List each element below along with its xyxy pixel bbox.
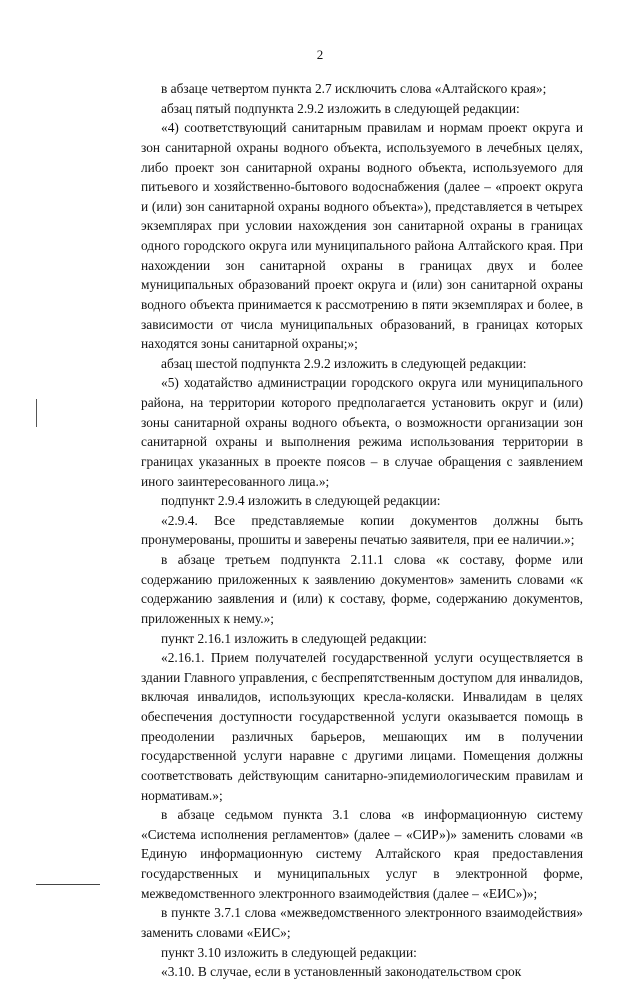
paragraph: «2.9.4. Все представляемые копии документов должны быть пронумерованы, прошиты и заверены печатью заявителя, при ее наличии.»; <box>141 512 583 548</box>
paragraph: в абзаце третьем подпункта 2.11.1 слова «к составу, форме или содержанию приложенных к заявлению документов» заменить словами «к содержанию заявления и (или) к составу, форме, содержанию документов, приложенных к нему.»; <box>141 552 583 626</box>
paragraph: подпункт 2.9.4 изложить в следующей редакции: <box>161 493 441 509</box>
paragraph: пункт 3.10 изложить в следующей редакции: <box>161 944 417 960</box>
page-number: 2 <box>316 47 324 62</box>
document-body <box>141 79 583 982</box>
paragraph: «5) ходатайство администрации городского округа или муниципального района, на территории которого предполагается установить округ и (или) зоны санитарной охраны водного объекта, о возможности организации зон санитарной охраны и выполнения режима использования территории в границах указанных в проекте поясов – в случае обращения с заявлением иного заинтересованного лица.»; <box>141 375 583 489</box>
paragraph: «2.16.1. Прием получателей государственной услуги осуществляется в здании Главного управления, с беспрепятственным доступом для инвалидов, включая инвалидов, использующих кресла-коляски. Инвалидам в целях обеспечения доступности государственной услуги оказывается помощь в преодолении различных барьеров, мешающих им в получении государственной услуги наравне с другими лицами. Помещения должны соответствовать действующим санитарно-эпидемиологическим правилам и нормативам.»; <box>141 650 583 803</box>
paragraph: «4) соответствующий санитарным правилам и нормам проект округа и зон санитарной охраны водного объекта, используемого в лечебных целях, либо проект зон санитарной охраны водного объекта, используемого для питьевого и хозяйственно-бытового водоснабжения (далее – «проект округа и (или) зон санитарной охраны водного объекта»), представляется в четырех экземплярах при условии нахождения зон санитарной охраны в границах одного городского округа или муниципального района Алтайского края. При нахождении зон санитарной охраны в границах двух и более муниципальных образований проект округа и (или) зон санитарной охраны водного объекта принимается к рассмотрению в пяти экземплярах и более, в зависимости от числа муниципальных образований, в границах которых находятся зоны санитарной охраны;»; <box>141 120 583 352</box>
footer-rule <box>36 884 100 885</box>
paragraph: абзац пятый подпункта 2.9.2 изложить в следующей редакции: <box>161 100 520 116</box>
paragraph: «3.10. В случае, если в установленный законодательством срок <box>161 964 522 980</box>
paragraph: в абзаце четвертом пункта 2.7 исключить слова «Алтайского края»; <box>161 81 547 96</box>
paragraph: в пункте 3.7.1 слова «межведомственного электронного взаимодействия» заменить словами «ЕИС»; <box>141 905 583 940</box>
margin-mark <box>36 399 37 427</box>
paragraph: абзац шестой подпункта 2.9.2 изложить в следующей редакции: <box>161 355 527 371</box>
paragraph: пункт 2.16.1 изложить в следующей редакции: <box>161 630 427 646</box>
paragraph: в абзаце седьмом пункта 3.1 слова «в информационную систему «Система исполнения регламентов» (далее – «СИР»)» заменить словами «в Единую информационную систему Алтайского края предоставления государственных и муниципальных услуг в электронной форме, межведомственного электронного взаимодействия (далее – «ЕИС»)»; <box>141 807 583 901</box>
